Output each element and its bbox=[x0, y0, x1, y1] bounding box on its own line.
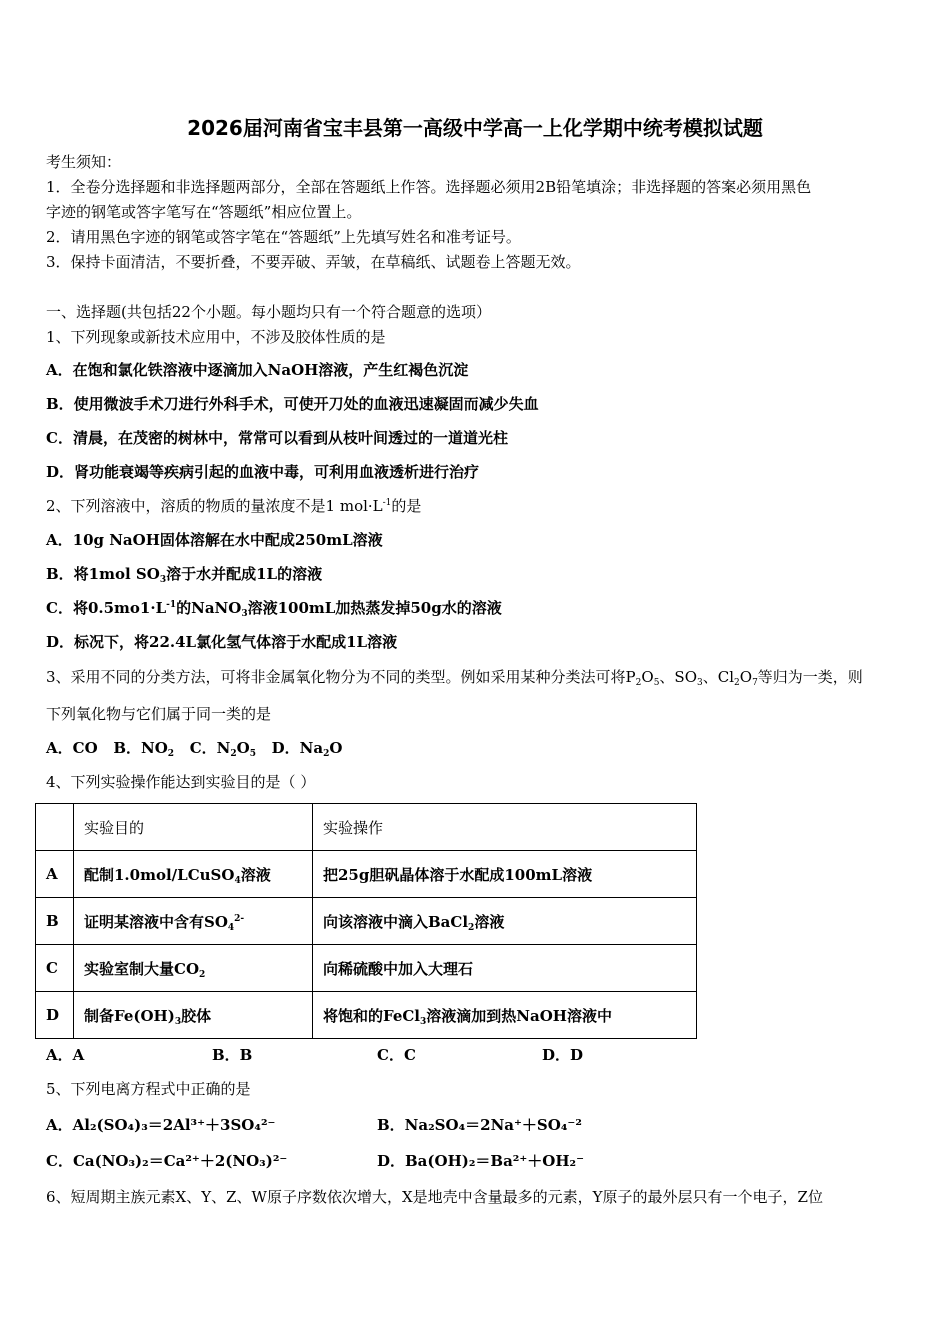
table-header-purpose: 实验目的 bbox=[74, 804, 313, 851]
question-4-stem: 4、下列实验操作能达到实验目的是（ ） bbox=[46, 773, 316, 791]
row-operation: 向稀硫酸中加入大理石 bbox=[313, 945, 697, 992]
row-key: C bbox=[36, 945, 74, 992]
q1-option-b: B．使用微波手术刀进行外科手术，可使开刀处的血液迅速凝固而减少失血 bbox=[46, 395, 539, 413]
q2-option-c: C．将$0.5mo1\cdot L^{-1}$的NaNO$_3$溶液100mL加热蒸发掉50g水的溶液 bbox=[46, 599, 502, 619]
q2-option-b: B．将1mol $SO_3$溶于水并配成1L的溶液 bbox=[46, 565, 323, 585]
table-row bbox=[36, 851, 697, 898]
row-purpose: 实验室制大量$CO_2$ bbox=[74, 945, 313, 992]
question-1-stem: 1、下列现象或新技术应用中，不涉及胶体性质的是 bbox=[46, 328, 386, 346]
q5-option-c: C．Ca(NO₃)₂＝Ca²⁺＋2(NO₃)²⁻ bbox=[46, 1152, 288, 1170]
q1-option-a: A．在饱和氯化铁溶液中逐滴加入NaOH溶液，产生红褐色沉淀 bbox=[46, 361, 469, 379]
page-title: 2026届河南省宝丰县第一高级中学高一上化学期中统考模拟试题 bbox=[187, 116, 763, 140]
q1-option-d: D．肾功能衰竭等疾病引起的血液中毒，可利用血液透析进行治疗 bbox=[46, 463, 480, 481]
table-header-operation: 实验操作 bbox=[313, 804, 697, 851]
table-row bbox=[36, 898, 697, 945]
table-row bbox=[36, 945, 697, 992]
row-operation: 把25g胆矾晶体溶于水配成100mL溶液 bbox=[313, 851, 697, 898]
table-header-row bbox=[36, 804, 697, 851]
row-key: B bbox=[36, 898, 74, 945]
notice-item-1: 1．全卷分选择题和非选择题两部分，全部在答题纸上作答。选择题必须用2B铅笔填涂；非选择题的答案必须用黑色 bbox=[46, 178, 812, 196]
question-5-stem: 5、下列电离方程式中正确的是 bbox=[46, 1080, 251, 1098]
q4-answer-b: B．B bbox=[212, 1046, 253, 1064]
question-3-stem-line2: 下列氧化物与它们属于同一类的是 bbox=[46, 705, 272, 723]
q2-option-a: A．10g NaOH固体溶解在水中配成250mL溶液 bbox=[46, 531, 383, 549]
notice-item-2: 2．请用黑色字迹的钢笔或答字笔在“答题纸”上先填写姓名和准考证号。 bbox=[46, 228, 521, 246]
question-6-stem: 6、短周期主族元素X、Y、Z、W原子序数依次增大，X是地壳中含量最多的元素，Y原子的最外层只有一个电子，Z位 bbox=[46, 1188, 823, 1206]
q4-answer-a: A．A bbox=[46, 1046, 85, 1064]
notice-heading: 考生须知： bbox=[46, 153, 122, 171]
notice-item-1-cont: 字迹的钢笔或答字笔写在“答题纸”相应位置上。 bbox=[46, 203, 362, 221]
q5-option-a: A．Al₂(SO₄)₃＝2Al³⁺＋3SO₄²⁻ bbox=[46, 1116, 276, 1134]
table-row bbox=[36, 992, 697, 1039]
row-operation: 向该溶液中滴入BaCl$_2$溶液 bbox=[313, 898, 697, 945]
section-heading: 一、选择题(共包括22个小题。每小题均只有一个符合题意的选项） bbox=[46, 303, 491, 321]
notice-item-3: 3．保持卡面清洁，不要折叠，不要弄破、弄皱，在草稿纸、试题卷上答题无效。 bbox=[46, 253, 581, 271]
q2-option-d: D．标况下，将22.4L氯化氢气体溶于水配成1L溶液 bbox=[46, 633, 398, 651]
row-operation: 将饱和的FeCl$_3$溶液滴加到热NaOH溶液中 bbox=[313, 992, 697, 1039]
row-purpose: 证明某溶液中含有$SO_4^{2-}$ bbox=[74, 898, 313, 945]
experiment-table bbox=[35, 803, 697, 1039]
row-purpose: 制备$Fe(OH)_3$胶体 bbox=[74, 992, 313, 1039]
q5-option-b: B．Na₂SO₄＝2Na⁺＋SO₄⁻² bbox=[377, 1116, 582, 1134]
row-purpose: 配制1.0mol/LCuSO$_4$溶液 bbox=[74, 851, 313, 898]
table-cell bbox=[36, 804, 74, 851]
q5-option-d: D．Ba(OH)₂＝Ba²⁺＋OH₂⁻ bbox=[377, 1152, 585, 1170]
question-2-stem: 2、下列溶液中，溶质的物质的量浓度不是1 $mol\cdot L^{-1}$的是 bbox=[46, 497, 422, 515]
row-key: D bbox=[36, 992, 74, 1039]
question-3-stem-line1: 3、采用不同的分类方法，可将非金属氧化物分为不同的类型。例如采用某种分类法可将$P_2O_5$、$SO_3$、$Cl_2O_7$等归为一类，则 bbox=[46, 668, 863, 688]
q4-answer-c: C．C bbox=[377, 1046, 416, 1064]
q1-option-c: C．清晨，在茂密的树林中，常常可以看到从枝叶间透过的一道道光柱 bbox=[46, 429, 508, 447]
q4-answer-d: D．D bbox=[542, 1046, 584, 1064]
q3-options: A．CO B．$NO_2$ C．$N_2O_5$ D．$Na_2O$ bbox=[46, 739, 343, 759]
row-key: A bbox=[36, 851, 74, 898]
